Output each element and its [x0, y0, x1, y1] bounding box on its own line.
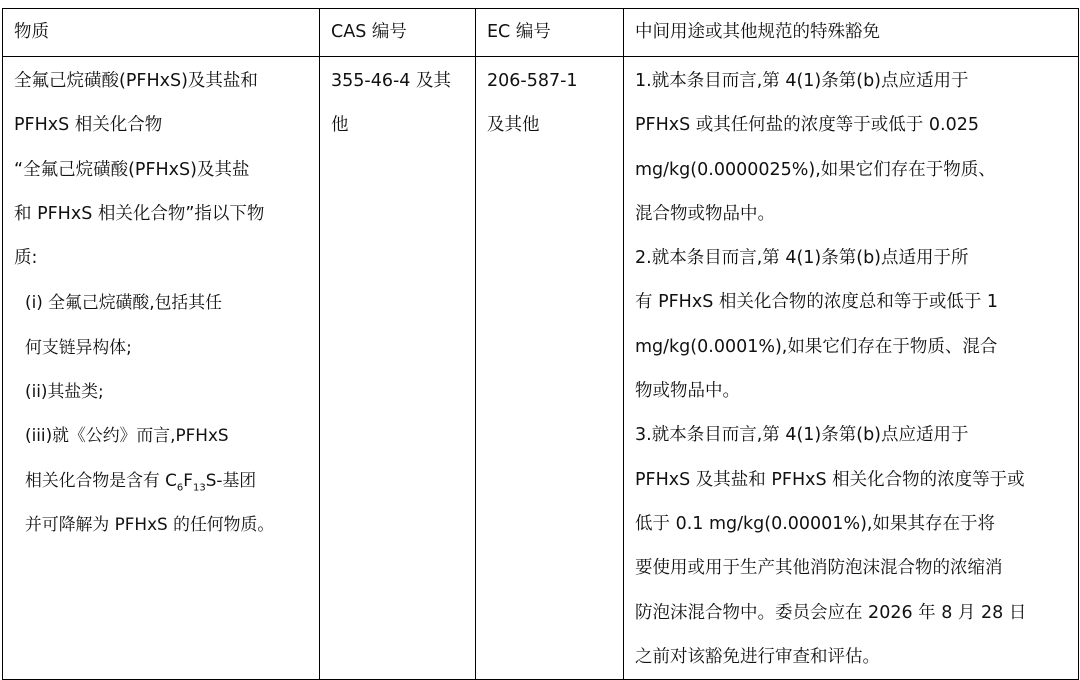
- exemption-line: 有 PFHxS 相关化合物的浓度总和等于或低于 1: [635, 292, 999, 313]
- exemption-line: 混合物或物品中。: [635, 203, 775, 224]
- substance-line-formula: [14, 458, 309, 502]
- exemption-line: 低于 0.1 mg/kg(0.00001%),如果其存在于将: [635, 513, 995, 534]
- header-cas-number: CAS 编号: [320, 9, 476, 57]
- substance-line: 质:: [14, 248, 38, 269]
- formula-subscript-6: 6: [176, 482, 184, 494]
- substance-line: 和 PFHxS 相关化合物”指以下物: [14, 203, 265, 224]
- cas-line: 他: [331, 115, 349, 136]
- exemption-line: PFHxS 及其盐和 PFHxS 相关化合物的浓度等于或: [635, 469, 1025, 490]
- substance-line: 何支链异构体;: [25, 336, 132, 357]
- exemption-line: mg/kg(0.0001%),如果它们存在于物质、混合: [635, 336, 998, 357]
- ec-number-cell: [476, 57, 624, 680]
- formula-subscript-13: 13: [192, 482, 206, 494]
- table-row: [3, 57, 1079, 680]
- exemption-cell: [624, 57, 1079, 680]
- exemption-line: 物或物品中。: [635, 381, 740, 402]
- cas-number-cell: [320, 57, 476, 680]
- regulation-table: [2, 8, 1079, 680]
- exemption-line: 要使用或用于生产其他消防泡沫混合物的浓缩消: [635, 558, 1003, 579]
- header-exemptions: 中间用途或其他规范的特殊豁免: [624, 9, 1079, 57]
- header-ec-number: EC 编号: [476, 9, 624, 57]
- exemption-line: mg/kg(0.0000025%),如果它们存在于物质、: [635, 159, 996, 180]
- exemption-line: 1.就本条目而言,第 4(1)条第(b)点应适用于: [635, 71, 969, 91]
- ec-line: 及其他: [487, 115, 540, 136]
- substance-line: (i) 全氟己烷磺酸,包括其任: [25, 292, 222, 313]
- substance-line: PFHxS 相关化合物: [14, 115, 163, 136]
- substance-line: 全氟己烷磺酸(PFHxS)及其盐和: [14, 71, 258, 91]
- header-row: [3, 9, 1079, 57]
- substance-line: (iii)就《公约》而言,PFHxS: [25, 425, 229, 446]
- substance-line: (ii)其盐类;: [25, 381, 104, 402]
- exemption-line: 之前对该豁免进行审查和评估。: [635, 646, 880, 667]
- cas-line: 355-46-4 及其: [331, 71, 451, 91]
- substance-line: 并可降解为 PFHxS 的任何物质。: [25, 513, 275, 534]
- exemption-line: 2.就本条目而言,第 4(1)条第(b)点适用于所: [635, 248, 969, 269]
- substance-cell: [3, 57, 320, 680]
- header-substance: 物质: [3, 9, 320, 57]
- formula-prefix: 相关化合物是含有 C: [25, 469, 177, 490]
- ec-line: 206-587-1: [487, 71, 578, 91]
- exemption-line: 防泡沫混合物中。委员会应在 2026 年 8 月 28 日: [635, 602, 1027, 623]
- substance-line: “全氟己烷磺酸(PFHxS)及其盐: [14, 159, 250, 180]
- exemption-line: 3.就本条目而言,第 4(1)条第(b)点应适用于: [635, 425, 969, 446]
- exemption-line: PFHxS 或其任何盐的浓度等于或低于 0.025: [635, 115, 979, 136]
- formula-suffix: S-基团: [205, 469, 257, 490]
- formula-fluorine: F: [183, 469, 193, 490]
